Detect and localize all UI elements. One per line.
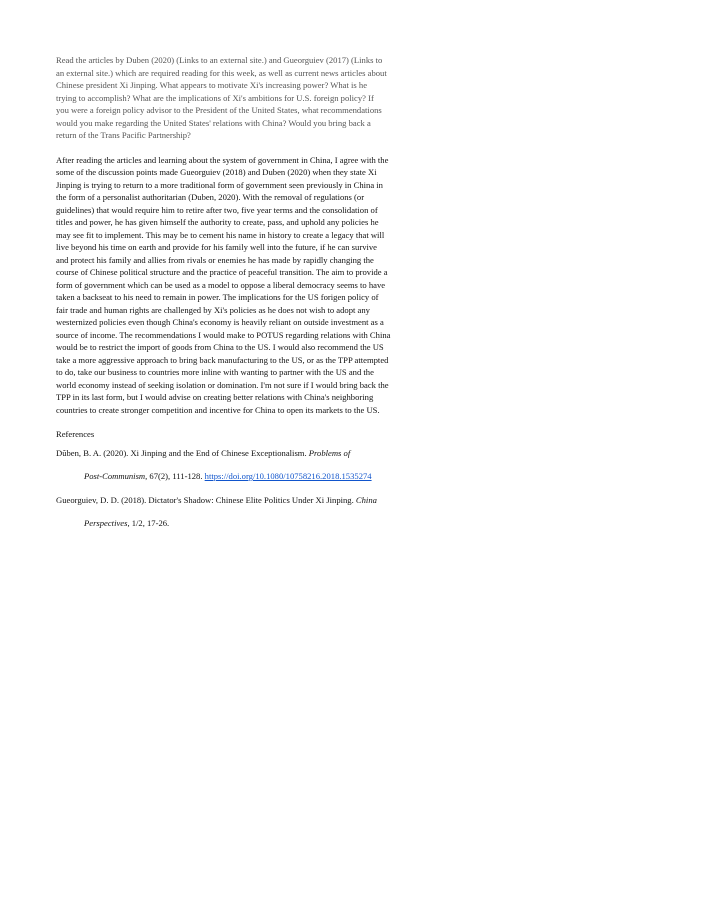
response-line: may see fit to implement. This may be to cement his name in history to create a legacy that will	[56, 229, 385, 240]
reference-journal-title: Perspectives	[84, 518, 128, 528]
response-line: would be to restrict the import of goods from China to the US. I would also recommend the US	[56, 342, 384, 352]
response-line: Jinping is trying to return to a more traditional form of government seen previously in China in	[56, 179, 383, 190]
reference-continuation-line	[56, 517, 424, 530]
prompt-line: return of the Trans Pacific Partnership?	[56, 130, 191, 140]
response-line: TPP in its last form, but I would advise on creating better relations with China's neighboring	[56, 392, 374, 402]
response-line: world economy instead of seeking isolation or domination. I'm not sure if I would bring back the	[56, 379, 389, 390]
response-line: After reading the articles and learning about the system of government in China, I agree with the	[56, 154, 389, 165]
reference-journal-title: Post-Communism	[84, 471, 146, 481]
response-line: the form of a personalist authoritarian (Duben, 2020). With the removal of regulations (or	[56, 192, 365, 202]
prompt-line: an external site.) which are required reading for this week, as well as current news articles about	[56, 67, 387, 78]
reference-continuation-line	[56, 470, 424, 483]
prompt-line: Read the articles by Duben (2020) (Links to an external site.) and Gueorguiev (2017) (Links to	[56, 55, 383, 65]
reference-first-line	[56, 494, 424, 507]
reference-details: , 67(2), 111-128.	[145, 471, 205, 481]
reference-entry-duben	[56, 447, 424, 483]
prompt-line: trying to accomplish? What are the implications of Xi's ambitions for U.S. foreign policy? If	[56, 92, 374, 103]
document-page	[56, 54, 424, 530]
reference-authors: Dũben, B. A. (2020). Xi Jinping and the End of Chinese Exceptionalism.	[56, 447, 309, 458]
prompt-line: you were a foreign policy advisor to the President of the United States, what recommendations	[56, 105, 382, 115]
references-heading: References	[56, 429, 95, 439]
reference-details: , 1/2, 17-26.	[127, 518, 170, 528]
response-line: titles and power, he has given himself the authority to create, pass, and uphold any policies he	[56, 217, 379, 227]
response-line: guidelines) that would require him to retire after two, five year terms and the consolidation of	[56, 204, 378, 215]
prompt-line: would you make regarding the United States' relations with China? Would you bring back a	[56, 117, 371, 128]
reference-entry-gueorguiev	[56, 494, 424, 530]
response-line: take a more aggressive approach to bring back manufacturing to the US, or as the TPP attempted	[56, 354, 389, 365]
response-line: source of income. The recommendations I would make to POTUS regarding relations with China	[56, 329, 391, 340]
reference-journal-title: Problems of	[308, 447, 351, 458]
reference-authors: Gueorguiev, D. D. (2018). Dictator's Shadow: Chinese Elite Politics Under Xi Jinping.	[56, 494, 356, 505]
response-line: taken a backseat to his need to remain in power. The implications for the US forigen policy of	[56, 292, 379, 302]
response-line: some of the discussion points made Gueorguiev (2018) and Duben (2020) when they state Xi	[56, 167, 377, 177]
response-line: to do, take our business to countries more inline with wanting to partner with the US and the	[56, 367, 374, 377]
doi-link[interactable]: https://doi.org/10.1080/10758216.2018.1535274	[204, 471, 372, 481]
response-line: westernized policies even though China's economy is heavily reliant on outside investment as a	[56, 317, 384, 327]
response-line: form of government which can be used as a model to oppose a liberal democracy seems to have	[56, 279, 386, 290]
assignment-prompt	[56, 54, 424, 142]
reference-first-line	[56, 447, 424, 460]
reference-journal-title: China	[355, 494, 377, 505]
prompt-line: Chinese president Xi Jinping. What appears to motivate Xi's increasing power? What is he	[56, 80, 368, 90]
response-paragraph	[56, 154, 424, 417]
response-line: fair trade and human rights are challenged by Xi's policies as he does not wish to adopt any	[56, 304, 370, 315]
response-line: and protect his family and allies from rivals or enemies he has made by rapidly changing the	[56, 254, 374, 265]
response-line: course of Chinese political structure and the practice of peaceful transition. The aim to provide a	[56, 267, 388, 277]
response-line: live beyond his time on earth and provide for his family well into the future, if he can survive	[56, 242, 377, 252]
response-line: countries to create stronger competition and incentive for China to open its markets to the US.	[56, 404, 380, 415]
